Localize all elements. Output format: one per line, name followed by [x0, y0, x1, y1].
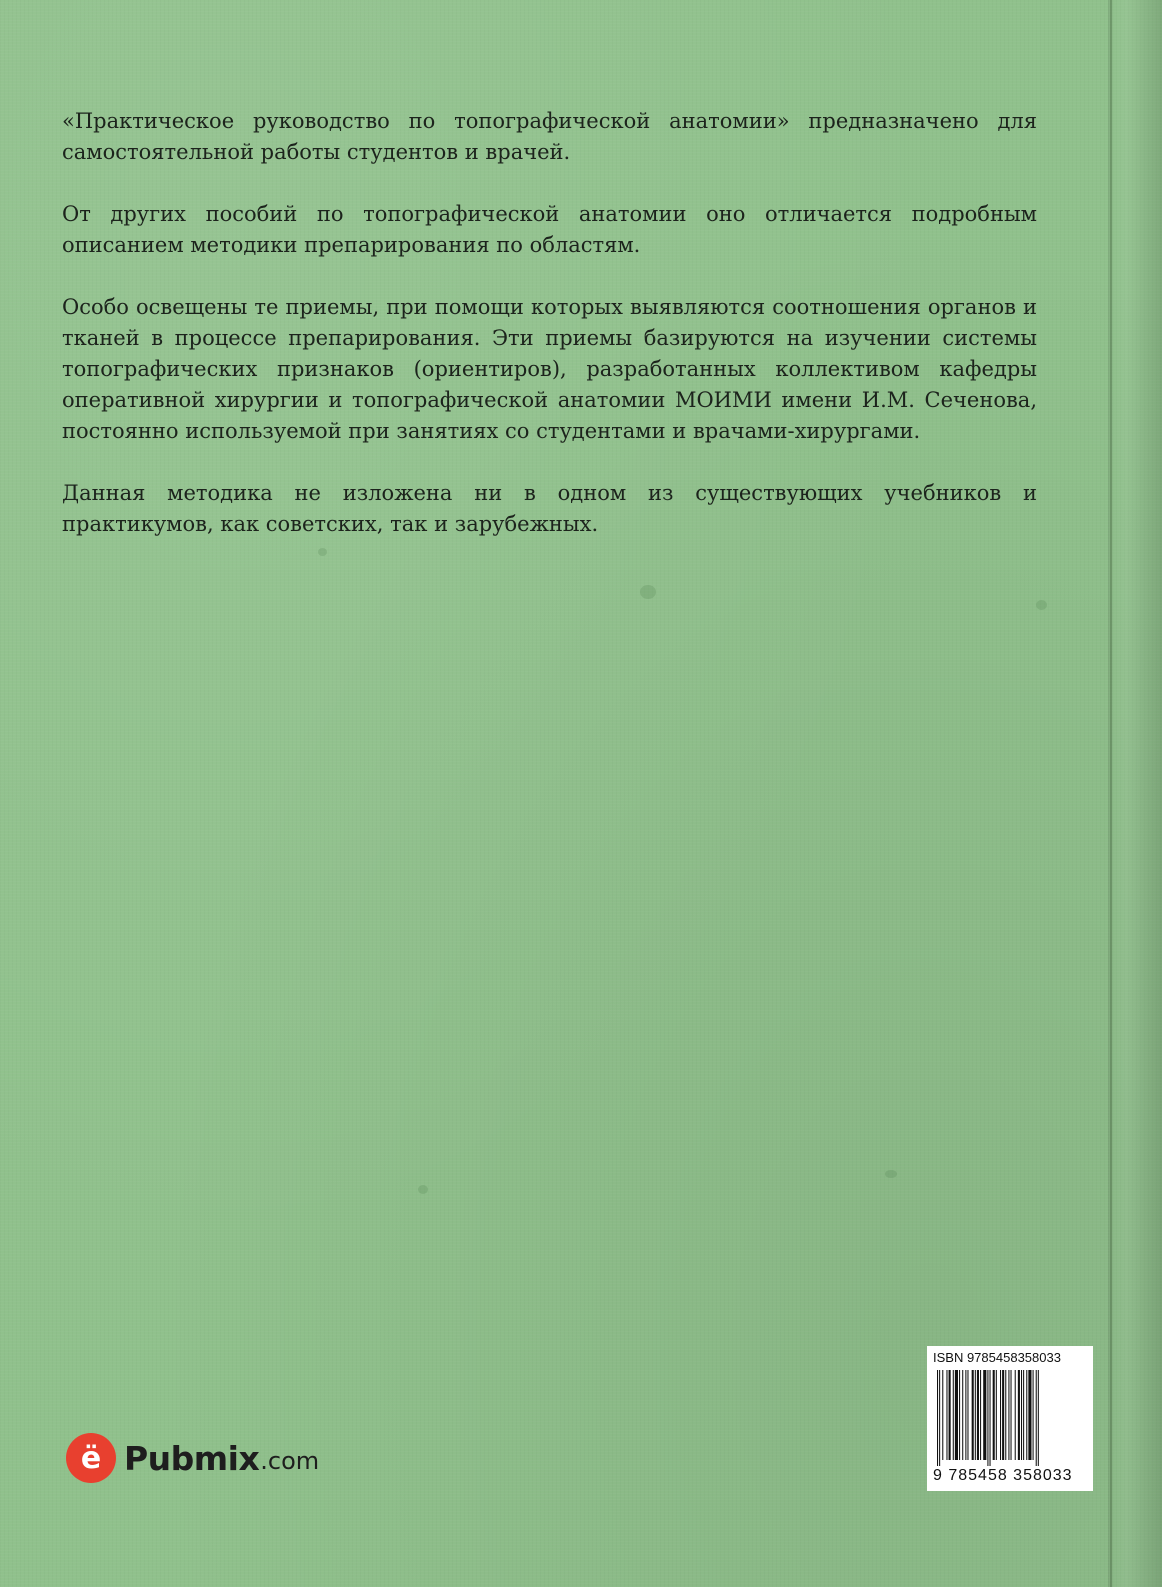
annotation-text	[62, 106, 1037, 571]
publisher-domain: .com	[260, 1447, 320, 1475]
barcode-bar	[953, 1370, 954, 1460]
annotation-paragraph-1: «Практическое руководство по топографической анатомии» предназначено для самостоятельной работы студентов и врачей.	[62, 109, 1037, 164]
barcode-digits: 9 785458 358033	[933, 1467, 1073, 1484]
barcode-bar	[962, 1370, 963, 1460]
barcode-bar	[1021, 1370, 1022, 1460]
barcode-bar	[959, 1370, 960, 1460]
barcode-bar	[990, 1370, 991, 1466]
barcode-bar	[1028, 1370, 1031, 1460]
paper-spot	[885, 1170, 897, 1178]
annotation-paragraph-3: Особо освещены те приемы, при помощи которых выявляются соотношения органов и тканей в процессе препарирования. Эти приемы базируются на изучении системы топографических признаков (ориентиров), разработанных коллективом кафедры оперативной хирургии и топографической анатомии МОИМИ имени И.М. Сеченова, постоянно используемой при занятиях со студентами и врачами-хирургами.	[62, 295, 1037, 443]
barcode-bar	[1018, 1370, 1020, 1460]
barcode-bar	[1015, 1370, 1016, 1460]
barcode-bar	[993, 1370, 995, 1460]
barcode-bar	[1038, 1370, 1039, 1466]
barcode-bar	[977, 1370, 979, 1460]
spine-crease	[1110, 0, 1112, 1587]
barcode-bar	[1000, 1370, 1001, 1460]
barcode-bar	[1005, 1370, 1006, 1460]
barcode-bar	[955, 1370, 958, 1460]
publisher-logo	[66, 1432, 319, 1484]
barcode-bar	[1033, 1370, 1034, 1460]
publisher-badge-icon: ё	[66, 1433, 116, 1483]
barcode-bar	[972, 1370, 974, 1460]
barcode-bar	[1036, 1370, 1037, 1466]
barcode-bar	[937, 1370, 938, 1466]
barcode-bar	[996, 1370, 997, 1460]
paper-spot	[418, 1185, 428, 1194]
barcode-bar	[1026, 1370, 1027, 1460]
barcode-bar	[949, 1370, 951, 1460]
annotation-paragraph-4: Данная методика не изложена ни в одном из существующих учебников и практикумов, как советских, так и зарубежных.	[62, 481, 1037, 536]
barcode-bar	[983, 1370, 986, 1460]
isbn-barcode	[927, 1346, 1093, 1491]
barcode-bar	[980, 1370, 981, 1460]
spine-edge	[1108, 0, 1162, 1587]
barcode-bar	[1023, 1370, 1024, 1460]
barcode-bar	[939, 1370, 940, 1466]
paper-spot	[1036, 600, 1047, 610]
barcode-bars	[935, 1370, 1085, 1466]
barcode-bar	[942, 1370, 943, 1460]
barcode-bar	[946, 1370, 947, 1460]
barcode-bar	[975, 1370, 976, 1460]
barcode-bar	[1008, 1370, 1009, 1460]
publisher-name: Pubmix	[124, 1438, 260, 1478]
barcode-bar	[965, 1370, 966, 1460]
barcode-bar	[967, 1370, 968, 1460]
annotation-paragraph-2: От других пособий по топографической анатомии оно отличается подробным описанием методики препарирования по областям.	[62, 202, 1037, 257]
barcode-bar	[1002, 1370, 1004, 1460]
barcode-bar	[987, 1370, 988, 1466]
isbn-label: ISBN 9785458358033	[933, 1350, 1061, 1365]
barcode-bar	[1011, 1370, 1012, 1460]
paper-spot	[640, 585, 656, 599]
